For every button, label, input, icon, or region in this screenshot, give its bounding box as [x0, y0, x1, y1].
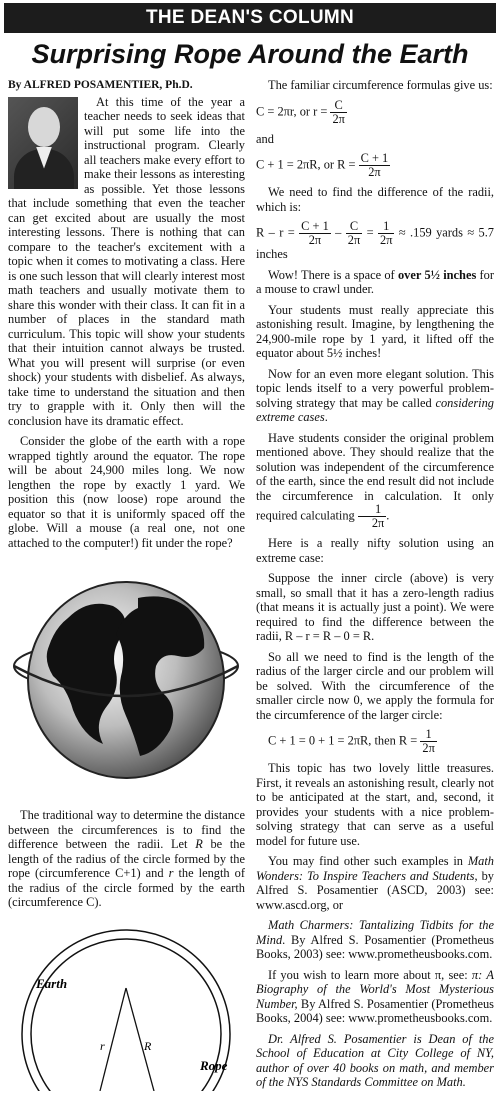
paragraph-nifty: Here is a really nifty solution using an extreme case: [256, 536, 494, 565]
globe-illustration [8, 558, 245, 798]
paragraph-intro: At this time of the year a teacher needs to seek ideas that will put some life into the instructional program. Clearly all teachers make every effort to make their lessons as interesting as possible. Yet those lessons that include something that even the teacher can get excited about are usually the most interesting lessons. There is nothing that can compare to the teacher's excitement with a topic when it comes to motivating a class. Here is one such lesson that will clearly interest most math teachers and usually motivate them to share this wonder with their class. It can fit in a number of places in the standard math curriculum. This topic will show your students that their intuition cannot always be trusted. What you will present will surprise (or even shock) your students with disbelief. As always, take time to understand the situation and then try to grapple with it. Only then will the conclusion have its dramatic effect. [8, 94, 245, 428]
formula-radius-R: C + 1 = 2πR, or R = $\frac{C + 1}{2\pi}$ [256, 151, 389, 179]
earth-label: Earth [36, 975, 68, 991]
byline: By ALFRED POSAMENTIER, Ph.D. [8, 79, 193, 91]
paragraph-treasures: This topic has two lovely little treasures. First, it reveals an astonishing result, clearly not to be anticipated at the start, and, second, it provides your students with a nice problem-solving strategy that can serve as a useful model for future use. [256, 761, 494, 848]
rope-label: Rope [200, 1057, 228, 1073]
circles-diagram [8, 916, 245, 1091]
paragraph-pi-biography: If you wish to learn more about π, see: π: A Biography of the World's Most Mysterious Number, By Alfred S. Posamentier (Prometheus Books, 2004) see: www.prometheusbooks.com. [256, 967, 494, 1025]
and-text: and [256, 131, 274, 146]
column-banner: THE DEAN'S COLUMN [4, 3, 496, 33]
paragraph-globe: Consider the globe of the earth with a rope wrapped tightly around the equator. The rope will be about 24,900 miles long. We now lengthen the rope by exactly 1 yard. We position this (now loose) rope around the equator so that it is uniformly spaced off the globe. Will a mouse (a real one, not one attached to the computer!) fit under the rope? [8, 434, 245, 550]
paragraph-suppose: Suppose the inner circle (above) is very small, so small that it has a zero-length radius (that means it is actually just a point). We were required to find the difference between the radii, R – r = R – 0 = R. [256, 571, 494, 643]
left-column [8, 78, 245, 1091]
paragraph-wow: Wow! There is a space of over 5½ inches for a mouse to crawl under. [256, 267, 495, 296]
paragraph-have-students: Have students consider the original problem mentioned above. They should realize that the solution was independent of the circumference of the earth, since the end result did not include the circumference in calculation. It only required calculating $\frac{1}{2\pi}$ . [256, 430, 494, 530]
paragraph-math-charmers: Math Charmers: Tantalizing Tidbits for the Mind. By Alfred S. Posamentier (Prometheus Books, 2003) see: www.prometheusbooks.com. [256, 918, 494, 961]
article-headline: Surprising Rope Around the Earth [31, 39, 469, 69]
formula-final: C + 1 = 0 + 1 = 2πR, then R = $\frac{1}{2\pi}$ [268, 727, 435, 755]
right-column [256, 78, 494, 1096]
formulas-intro: The familiar circumference formulas give us: [268, 78, 493, 92]
formula-radius-r: C = 2πr, or r = $\frac{C}{2\pi}$ [256, 97, 345, 126]
paragraph-elegant: Now for an even more elegant solution. This topic lends itself to a very powerful problem-solving strategy that may be called considering extreme cases. [256, 366, 494, 424]
formula-difference: R – r = $\frac{C + 1}{2\pi}$ – $\frac{C}{2\pi}$ = $\frac{1}{2\pi}$ ≈ .159 yards ≈ 5.7 inches [256, 219, 495, 261]
paragraph-astonishing: Your students must really appreciate this astonishing result. Imagine, by lengthening the 24,900-mile rope by 1 yard, it lifted off the equator about 5½ inches! [256, 302, 494, 360]
paragraph-math-wonders: You may find other such examples in Math Wonders: To Inspire Teachers and Students, by Alfred S. Posamentier (ASCD, 2003) see: www.ascd.org, or [256, 854, 494, 912]
rope-circle [22, 930, 230, 1091]
author-photo [8, 97, 78, 189]
paragraph-diff-intro: We need to find the difference of the radii, which is: [256, 185, 494, 214]
paragraph-so-all: So all we need to find is the length of the radius of the larger circle and our problem will be solved. With the circumference of the smaller circle now 0, we apply the formula for the circumference of the larger circle: [256, 649, 494, 722]
earth-circle [31, 939, 221, 1091]
R-label: R [144, 1038, 152, 1053]
r-label: r [100, 1038, 105, 1053]
author-credit: Dr. Alfred S. Posamentier is Dean of the School of Education at City College of NY, author of over 40 books on math, and member of the NYS Standards Committee on Math. [256, 1031, 494, 1089]
paragraph-traditional: The traditional way to determine the distance between the circumferences is to find the difference between the radii. Let R be the length of the radius of the circle formed by the rope (circumference C+1) and r the length of the radius of the circle formed by the earth (circumference C). [8, 808, 245, 909]
